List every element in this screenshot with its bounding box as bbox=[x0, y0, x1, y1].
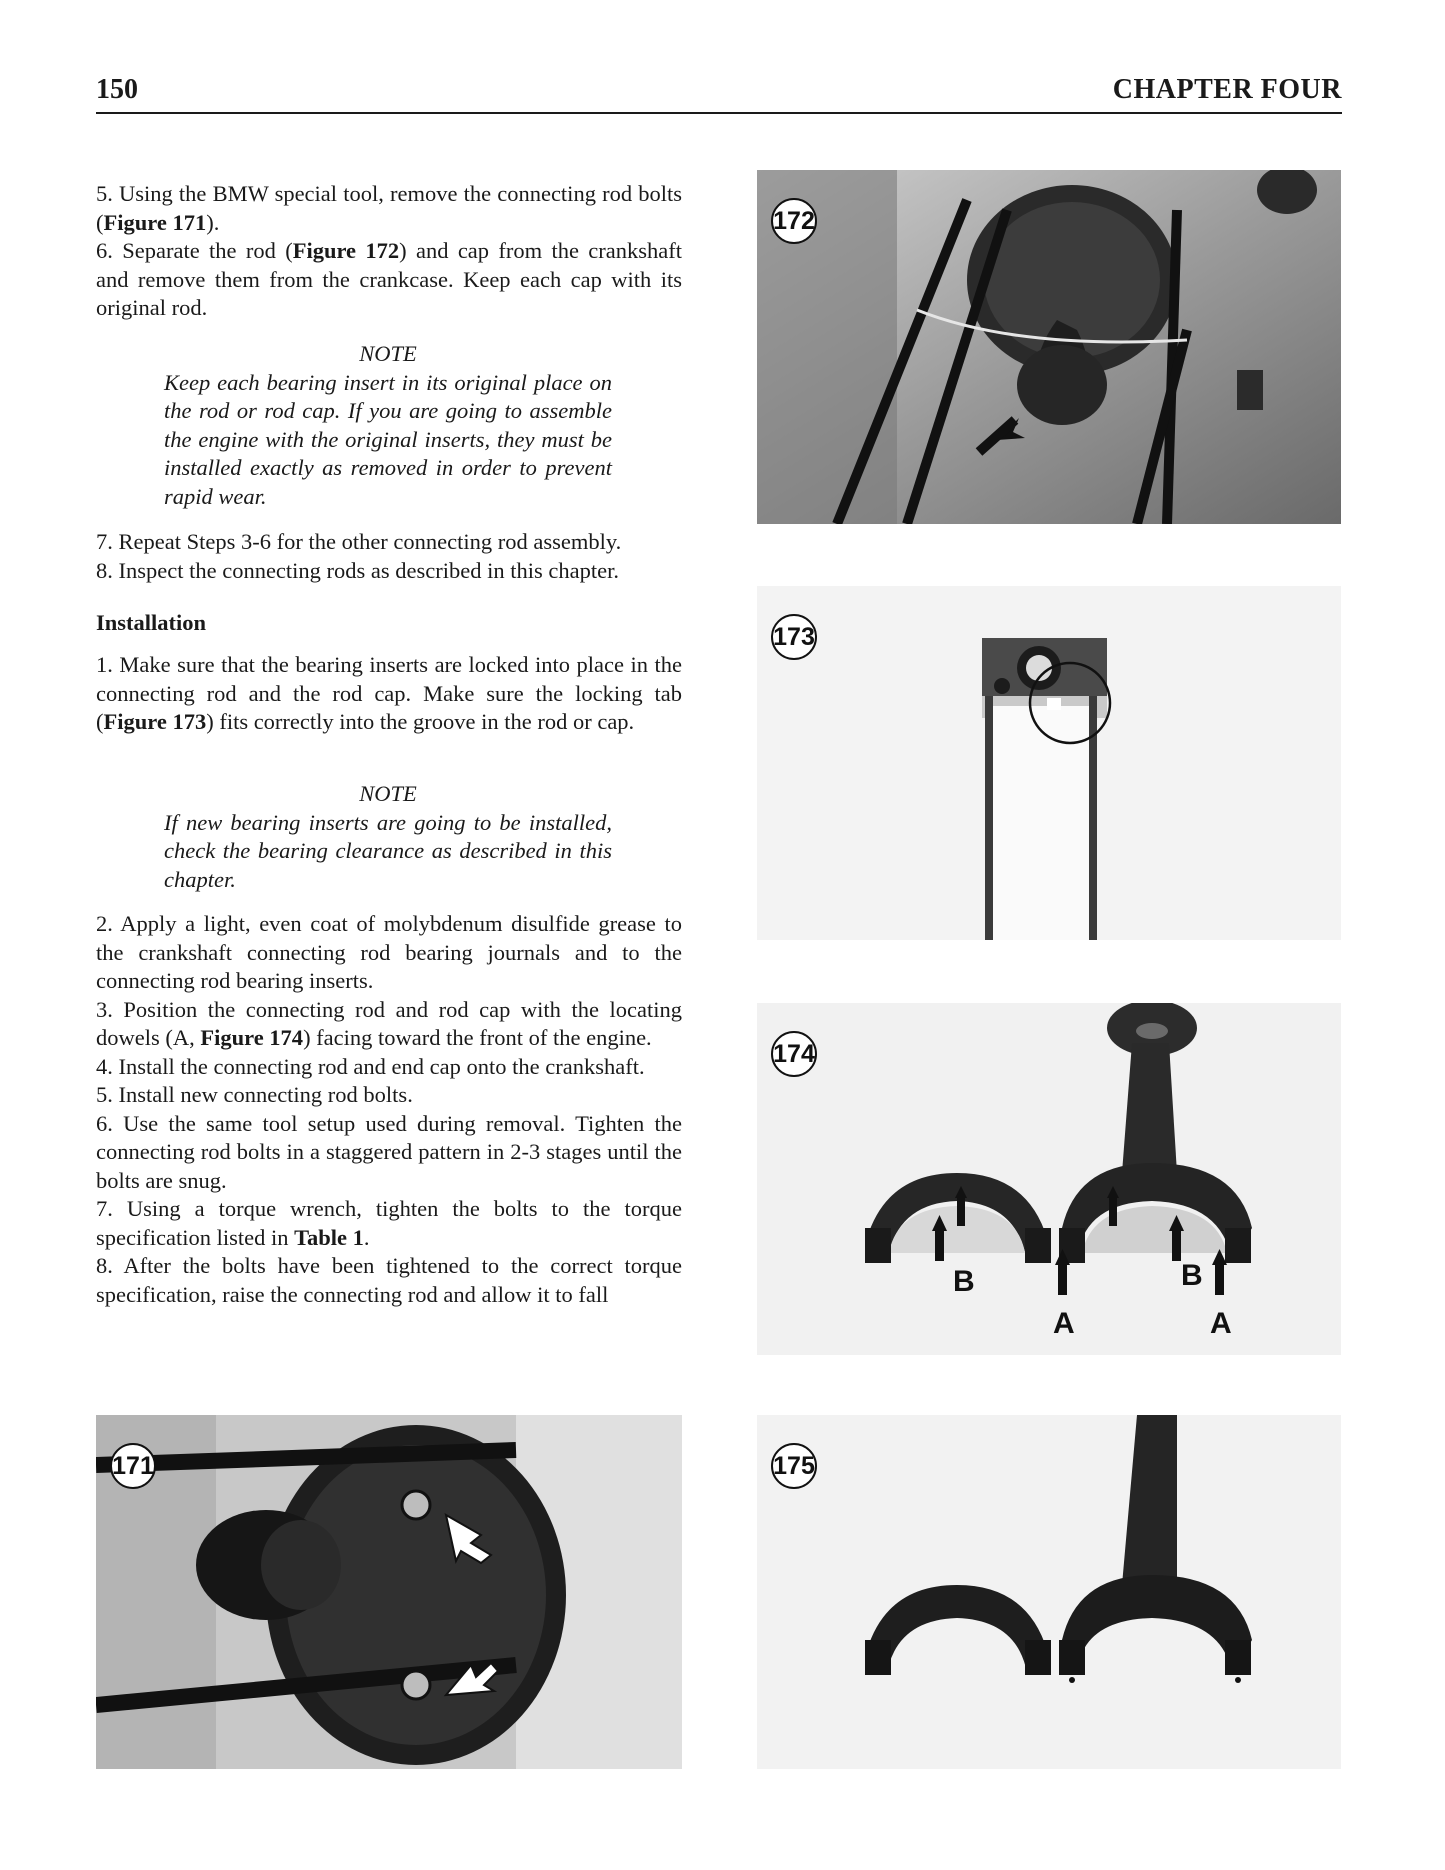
removal-step-6: 6. Separate the rod (Figure 172) and cap from the crankshaft and remove them from the crankcase. Keep each cap with its original rod. bbox=[96, 238, 683, 320]
rod-and-cap-image bbox=[757, 1415, 1341, 1769]
table-ref-1[interactable]: Table 1 bbox=[294, 1224, 364, 1250]
note-title: NOTE bbox=[359, 341, 417, 366]
installation-step-5: 5. Install new connecting rod bolts. bbox=[96, 1082, 413, 1107]
figure-ref-172[interactable]: Figure 172 bbox=[292, 238, 400, 263]
note-title: NOTE bbox=[359, 781, 417, 806]
installation-steps bbox=[96, 910, 682, 1309]
installation-step-1-block bbox=[96, 651, 682, 737]
figure-172-label: 172 bbox=[771, 198, 817, 244]
rod-cap-locking-tab-image bbox=[757, 586, 1341, 940]
removal-step-5: 5. Using the BMW special tool, remove the connecting rod bolts (Figure 171). bbox=[96, 181, 682, 235]
callout-a-left: A bbox=[1053, 1307, 1075, 1340]
figure-174-label: 174 bbox=[771, 1031, 817, 1077]
rod-and-cap-dowels-image bbox=[757, 1003, 1341, 1355]
figure-171-label: 171 bbox=[110, 1443, 156, 1489]
note-body: Keep each bearing insert in its original place on the rod or rod cap. If you are going to assemble the engine with the original inserts, they must be installed exactly as removed in order to prevent rapid wear. bbox=[164, 369, 612, 509]
section-heading-installation: Installation bbox=[96, 610, 207, 635]
installation-step-4: 4. Install the connecting rod and end cap onto the crankshaft. bbox=[96, 1053, 645, 1079]
removal-steps-b bbox=[96, 528, 682, 585]
removal-step-7: 7. Repeat Steps 3-6 for the other connecting rod assembly. bbox=[96, 529, 622, 554]
note-box-2 bbox=[164, 780, 612, 894]
figure-174-photo bbox=[757, 1003, 1341, 1355]
installation-step-6: 6. Use the same tool setup used during removal. Tighten the connecting rod bolts in a staggered pattern in 2-3 stages until the bolts are snug. bbox=[96, 1110, 682, 1193]
note-box-1 bbox=[164, 340, 612, 511]
figure-172-photo bbox=[757, 170, 1341, 524]
engine-rod-image bbox=[757, 170, 1341, 524]
page-number: 150 bbox=[96, 74, 138, 105]
installation-step-3: 3. Position the connecting rod and rod cap with the locating dowels (A, Figure 174) facing toward the front of the engine. bbox=[96, 996, 682, 1050]
callout-b-rod: B bbox=[1181, 1259, 1203, 1292]
figure-ref-174[interactable]: Figure 174 bbox=[200, 1025, 304, 1050]
note-body: If new bearing inserts are going to be installed, check the bearing clearance as described in this chapter. bbox=[164, 809, 612, 892]
callout-b-cap: B bbox=[953, 1265, 975, 1298]
installation-step-8: 8. After the bolts have been tightened to the correct torque specification, raise the connecting rod and allow it to fall bbox=[96, 1253, 682, 1307]
removal-step-8: 8. Inspect the connecting rods as described in this chapter. bbox=[96, 557, 619, 583]
installation-step-2: 2. Apply a light, even coat of molybdenum disulfide grease to the crankshaft connecting rod bearing journals and to the connecting rod bearing inserts. bbox=[96, 911, 682, 993]
figure-175-photo bbox=[757, 1415, 1341, 1769]
figure-175-label: 175 bbox=[771, 1443, 817, 1489]
figure-173-label: 173 bbox=[771, 614, 817, 660]
chapter-title: CHAPTER FOUR bbox=[1112, 74, 1342, 105]
figure-ref-171[interactable]: Figure 171 bbox=[103, 209, 207, 235]
figure-ref-173[interactable]: Figure 173 bbox=[103, 709, 207, 734]
removal-steps-a bbox=[96, 180, 682, 323]
figure-173-photo bbox=[757, 586, 1341, 940]
page-header bbox=[96, 72, 1342, 114]
figure-171-photo bbox=[96, 1415, 682, 1769]
installation-step-1: 1. Make sure that the bearing inserts are locked into place in the connecting rod and the rod cap. Make sure the locking tab (Figure 173) fits correctly into the groove in the rod or cap. bbox=[96, 652, 682, 734]
connecting-rod-bolts-image bbox=[96, 1415, 682, 1769]
installation-step-7: 7. Using a torque wrench, tighten the bolts to the torque specification listed in Table 1. bbox=[96, 1196, 682, 1250]
callout-a-right: A bbox=[1210, 1307, 1232, 1340]
